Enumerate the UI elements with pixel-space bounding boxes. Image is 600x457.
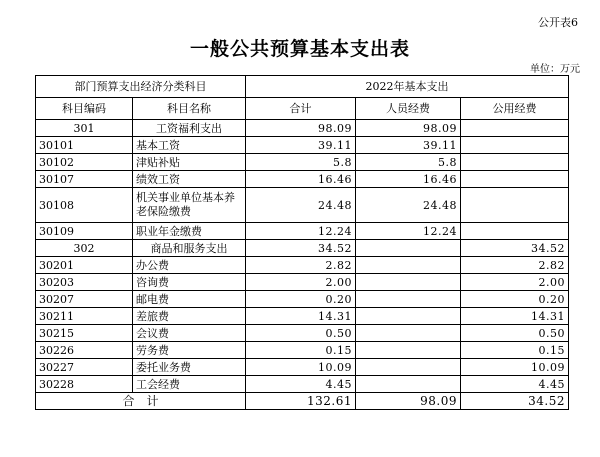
row-total: 98.09 [246,120,356,137]
row-personnel [356,240,461,257]
header-personnel: 人员经费 [356,98,461,120]
budget-table [35,75,569,410]
row-personnel [356,274,461,291]
row-code: 30207 [36,291,133,308]
row-public [461,154,569,171]
table-row [36,274,569,291]
row-code: 30203 [36,274,133,291]
row-public: 4.45 [461,376,569,393]
header-total: 合计 [246,98,356,120]
row-personnel: 5.8 [356,154,461,171]
table-row [36,359,569,376]
row-public: 0.15 [461,342,569,359]
row-public: 2.00 [461,274,569,291]
header-name: 科目名称 [133,98,246,120]
row-total: 0.20 [246,291,356,308]
row-code: 30201 [36,257,133,274]
header-row-2 [36,98,569,120]
page-title: 一般公共预算基本支出表 [189,38,410,60]
row-name: 绩效工资 [133,171,246,188]
table-row [36,171,569,188]
table-row [36,325,569,342]
row-personnel: 16.46 [356,171,461,188]
table-row [36,376,569,393]
header-budget-group: 2022年基本支出 [246,76,569,98]
table-row [36,257,569,274]
row-name: 职业年金缴费 [133,223,246,240]
row-name: 商品和服务支出 [133,240,246,257]
row-personnel: 24.48 [356,188,461,223]
row-public [461,137,569,154]
table-row [36,137,569,154]
table-row [36,188,569,223]
totals-personnel: 98.09 [356,393,461,410]
row-total: 10.09 [246,359,356,376]
row-total: 0.50 [246,325,356,342]
row-personnel [356,308,461,325]
row-name: 机关事业单位基本养老保险缴费 [133,188,246,223]
row-total: 12.24 [246,223,356,240]
row-name: 委托业务费 [133,359,246,376]
row-code: 30226 [36,342,133,359]
row-total: 2.82 [246,257,356,274]
row-code: 302 [36,240,133,257]
row-personnel: 98.09 [356,120,461,137]
table-row [36,342,569,359]
unit-note: 单位：万元 [530,64,580,75]
row-name: 会议费 [133,325,246,342]
row-name: 劳务费 [133,342,246,359]
row-name: 工资福利支出 [133,120,246,137]
row-code: 30211 [36,308,133,325]
row-public: 0.50 [461,325,569,342]
table-row [36,240,569,257]
row-code: 30227 [36,359,133,376]
row-public [461,223,569,240]
row-personnel: 39.11 [356,137,461,154]
totals-public: 34.52 [461,393,569,410]
row-personnel: 12.24 [356,223,461,240]
row-code: 301 [36,120,133,137]
row-name: 咨询费 [133,274,246,291]
row-total: 2.00 [246,274,356,291]
totals-label: 合 计 [36,393,246,410]
row-personnel [356,359,461,376]
totals-total: 132.61 [246,393,356,410]
table-row [36,120,569,137]
row-name: 差旅费 [133,308,246,325]
row-name: 工会经费 [133,376,246,393]
row-total: 39.11 [246,137,356,154]
row-total: 0.15 [246,342,356,359]
row-code: 30108 [36,188,133,223]
row-total: 5.8 [246,154,356,171]
row-code: 30101 [36,137,133,154]
row-total: 16.46 [246,171,356,188]
row-public: 2.82 [461,257,569,274]
row-public [461,120,569,137]
row-total: 24.48 [246,188,356,223]
row-code: 30109 [36,223,133,240]
header-row-1 [36,76,569,98]
row-personnel [356,376,461,393]
row-public [461,171,569,188]
row-public: 14.31 [461,308,569,325]
table-body [36,120,569,393]
header-public: 公用经费 [461,98,569,120]
row-code: 30107 [36,171,133,188]
row-public [461,188,569,223]
row-code: 30228 [36,376,133,393]
row-public: 34.52 [461,240,569,257]
row-public: 0.20 [461,291,569,308]
row-name: 津贴补贴 [133,154,246,171]
row-personnel [356,342,461,359]
row-name: 邮电费 [133,291,246,308]
table-row [36,154,569,171]
row-code: 30102 [36,154,133,171]
doc-code: 公开表6 [538,16,578,29]
table-row [36,223,569,240]
row-total: 4.45 [246,376,356,393]
row-personnel [356,325,461,342]
totals-row [36,393,569,410]
row-name: 基本工资 [133,137,246,154]
table-row [36,291,569,308]
header-code: 科目编码 [36,98,133,120]
row-personnel [356,257,461,274]
row-total: 34.52 [246,240,356,257]
header-classification: 部门预算支出经济分类科目 [36,76,246,98]
row-personnel [356,291,461,308]
row-public: 10.09 [461,359,569,376]
row-total: 14.31 [246,308,356,325]
row-code: 30215 [36,325,133,342]
table-row [36,308,569,325]
row-name: 办公费 [133,257,246,274]
